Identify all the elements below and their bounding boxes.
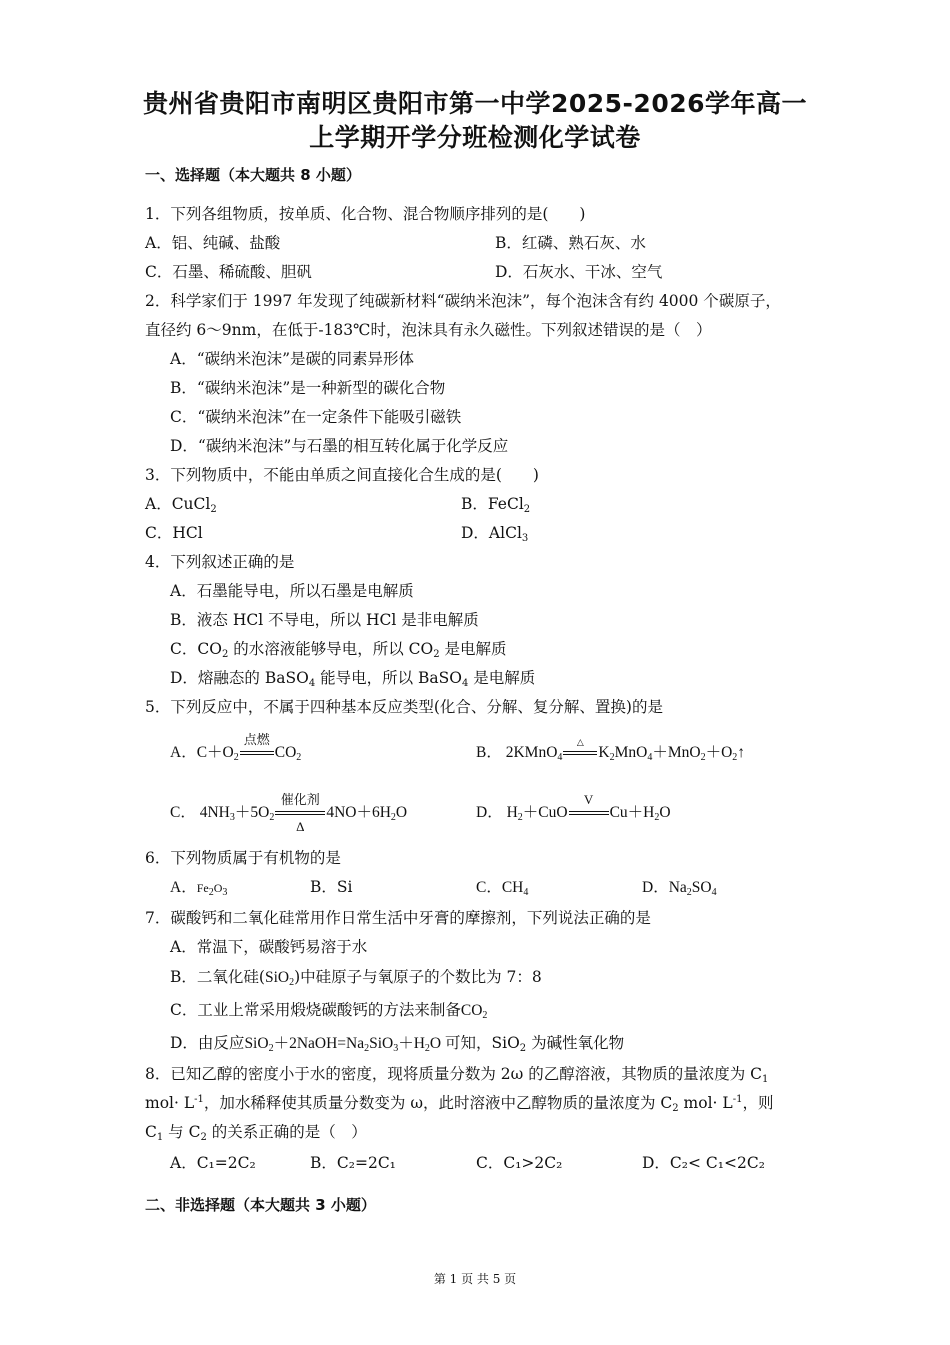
- q2-option-b: B．“碳纳米泡沫”是一种新型的碳化合物: [170, 379, 446, 397]
- q8-option-a: A．C₁=2C₂: [170, 1154, 256, 1172]
- q5-option-d: D． $H_2+CuO$ V $Cu+H_2O$: [476, 792, 671, 823]
- q5-option-c: C． $4NH_3+5O_2$ 催化剂 Δ $4NO+6H_2O$: [170, 792, 408, 835]
- q4-option-c: C．$CO_2$ 的水溶液能够导电，所以 $CO_2$ 是电解质: [170, 640, 507, 660]
- q6-stem: 6．下列物质属于有机物的是: [145, 849, 341, 867]
- q7-option-b: B．二氧化硅(SiO$_2$)中硅原子与氧原子的个数比为 7：8: [170, 968, 542, 988]
- q1-option-d: D．石灰水、干冰、空气: [495, 263, 663, 281]
- q3-option-c: C．HCl: [145, 524, 203, 542]
- q2-stem-line-1: 2．科学家们于 1997 年发现了纯碳新材料“碳纳米泡沫”，每个泡沫含有约 4000 个碳原子，: [145, 292, 781, 310]
- q2-stem-line-2: 直径约 6～9nm，在低于-183℃时，泡沫具有永久磁性。下列叙述错误的是（ ）: [145, 321, 712, 339]
- q1-option-b: B．红磷、熟石灰、水: [495, 234, 646, 252]
- section-2-heading: 二、非选择题（本大题共 3 小题）: [145, 1196, 376, 1214]
- q3-option-a: A．CuCl$_2$: [145, 495, 217, 515]
- section-1-heading: 一、选择题（本大题共 8 小题）: [145, 166, 361, 184]
- q8-option-d: D．C₂< C₁<2C₂: [642, 1154, 765, 1172]
- q8-stem-line-2: $mol\cdot L^{-1}$，加水稀释使其质量分数变为 ω，此时溶液中乙醇物质的量浓度为 $C_2$ $mol\cdot L^{-1}$，则: [145, 1094, 774, 1114]
- q8-option-c: C．C₁>2C₂: [476, 1154, 563, 1172]
- title-line-1: 贵州省贵阳市南明区贵阳市第一中学2025-2026学年高一: [142, 89, 808, 118]
- q6-option-c: C．$CH_4$: [476, 879, 529, 898]
- q2-option-a: A．“碳纳米泡沫”是碳的同素异形体: [170, 350, 415, 368]
- q1-option-a: A．铝、纯碱、盐酸: [145, 234, 281, 252]
- q7-option-c: C．工业上常采用煅烧碳酸钙的方法来制备$CO_2$: [170, 1001, 488, 1021]
- q7-stem: 7．碳酸钙和二氧化硅常用作日常生活中牙膏的摩擦剂，下列说法正确的是: [145, 909, 651, 927]
- q7-option-d: D．由反应$SiO_2+2NaOH=Na_2SiO_3+H_2O$ 可知，SiO$_2$ 为碱性氧化物: [170, 1034, 625, 1054]
- q5-option-b: B． 2KMnO$_4$ △ $K_2MnO_4+MnO_2+O_2↑$: [476, 737, 746, 763]
- q4-option-b: B．液态 HCl 不导电，所以 HCl 是非电解质: [170, 611, 479, 629]
- q3-option-b: B．FeCl$_2$: [461, 495, 531, 515]
- title-line-2: 上学期开学分班检测化学试卷: [309, 123, 641, 152]
- q5-option-a: A．$C+O_2$ 点燃 $CO_2$: [170, 732, 302, 763]
- q4-option-d: D．熔融态的 BaSO$_4$ 能导电，所以 BaSO$_4$ 是电解质: [170, 669, 536, 689]
- q8-option-b: B．C₂=2C₁: [310, 1154, 396, 1172]
- q1-stem: 1．下列各组物质，按单质、化合物、混合物顺序排列的是( ): [145, 205, 586, 223]
- q8-stem-line-1: 8．已知乙醇的密度小于水的密度，现将质量分数为 2ω 的乙醇溶液，其物质的量浓度为 $C_1$: [145, 1065, 769, 1085]
- q6-option-d: D．$Na_2SO_4$: [642, 879, 717, 898]
- page-footer: 第 1 页 共 5 页: [433, 1272, 517, 1286]
- q2-option-d: D．“碳纳米泡沫”与石墨的相互转化属于化学反应: [170, 437, 509, 455]
- q5-stem: 5．下列反应中，不属于四种基本反应类型(化合、分解、复分解、置换)的是: [145, 698, 663, 716]
- q4-option-a: A．石墨能导电，所以石墨是电解质: [170, 582, 414, 600]
- q8-stem-line-3: $C_1$ 与 $C_2$ 的关系正确的是（ ）: [145, 1123, 367, 1143]
- q2-option-c: C．“碳纳米泡沫”在一定条件下能吸引磁铁: [170, 408, 462, 426]
- q1-option-c: C．石墨、稀硫酸、胆矾: [145, 263, 312, 281]
- q3-option-d: D．AlCl$_3$: [461, 524, 529, 544]
- q6-option-a: A．$Fe_2O_3$: [170, 879, 228, 898]
- q6-option-b: B．Si: [310, 878, 353, 896]
- q4-stem: 4．下列叙述正确的是: [145, 553, 295, 571]
- q7-option-a: A．常温下，碳酸钙易溶于水: [170, 938, 368, 956]
- q3-stem: 3．下列物质中，不能由单质之间直接化合生成的是( ): [145, 466, 539, 484]
